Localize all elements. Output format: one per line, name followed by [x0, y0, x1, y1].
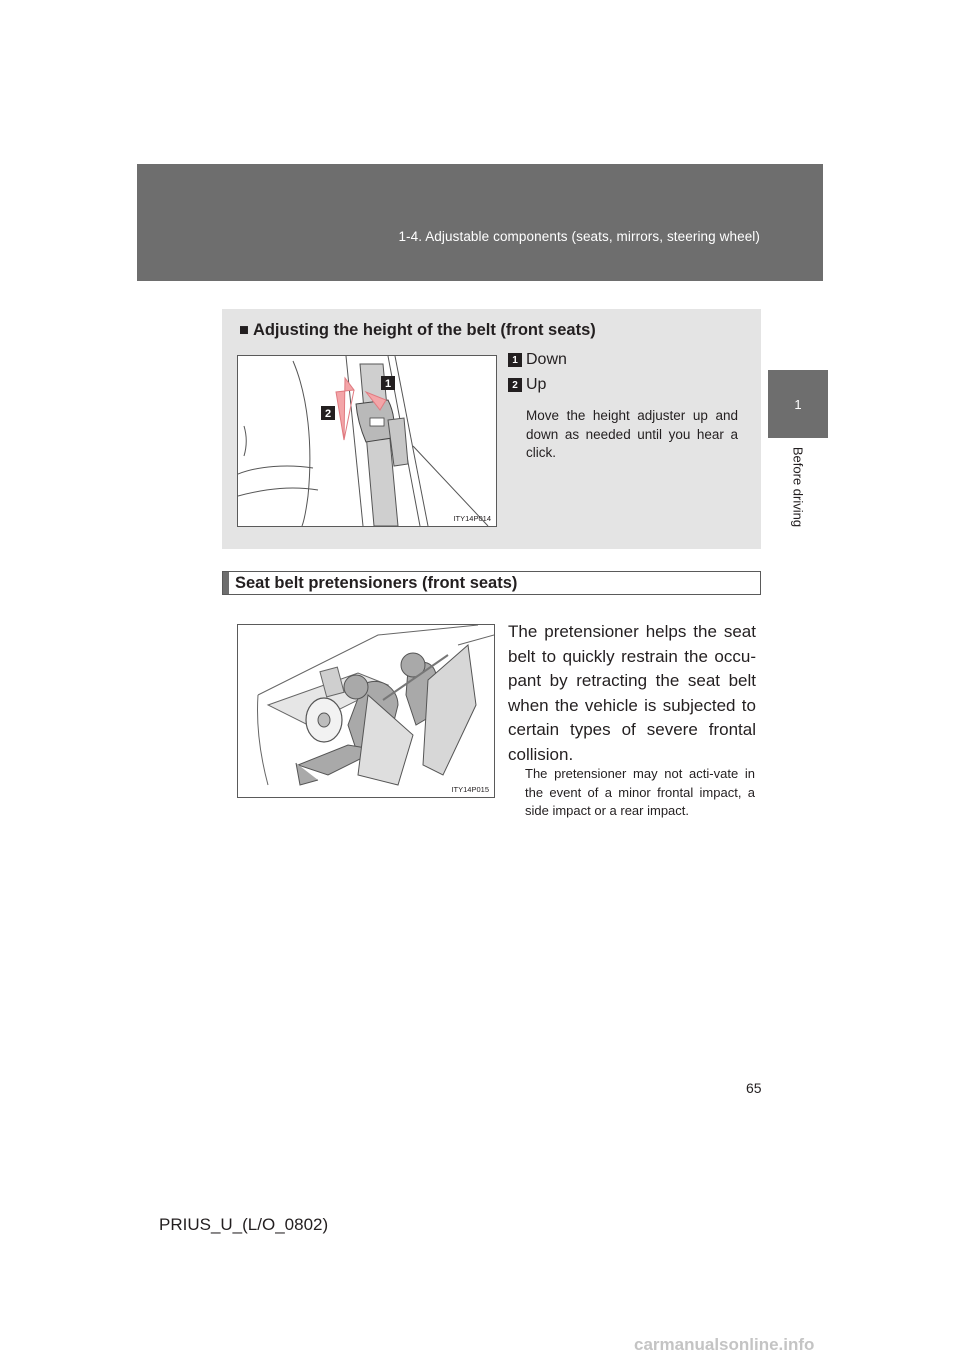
belt-adjuster-illustration — [238, 356, 496, 526]
pretensioner-illustration — [238, 625, 494, 797]
footer-code: PRIUS_U_(L/O_0802) — [159, 1215, 329, 1234]
section-title-header: 1-4. Adjustable components (seats, mirrors, steering wheel) — [398, 229, 760, 244]
callout-label-down: Down — [526, 351, 567, 368]
watermark: carmanualsonline.info — [634, 1335, 815, 1354]
figure-id-2: ITY14P015 — [451, 785, 489, 794]
callout-label-up: Up — [526, 376, 547, 393]
chapter-label: Before driving — [790, 446, 806, 528]
section-title: Seat belt pretensioners (front seats) — [235, 574, 518, 592]
info-box-note: Move the height adjuster up and down as needed until you hear a click. — [526, 408, 738, 460]
section-header-pretensioners — [222, 571, 761, 595]
callout-marker-1: 1 — [508, 353, 522, 367]
svg-text:2: 2 — [324, 408, 332, 420]
chapter-number: 1 — [794, 396, 802, 412]
page-number: 65 — [746, 1080, 762, 1096]
info-box-belt-height — [222, 309, 761, 549]
pretensioner-description: The pretensioner helps the seat belt to quickly restrain the occu-pant by retracting the seat belt when the vehicle is subjected to certain types of severe frontal collision. — [508, 622, 756, 764]
chapter-tab[interactable] — [768, 370, 828, 438]
info-box-heading: ■ Adjusting the height of the belt (front seats) — [239, 321, 596, 339]
figure-belt-height-adjuster — [237, 355, 497, 527]
svg-text:1: 1 — [384, 378, 392, 390]
callout-down — [508, 351, 567, 369]
callout-up — [508, 376, 546, 394]
figure-id: ITY14P014 — [453, 514, 491, 523]
figure-pretensioner — [237, 624, 495, 798]
pretensioner-note: The pretensioner may not acti-vate in the event of a minor frontal impact, a side impact or a rear impact. — [525, 766, 755, 818]
callout-marker-2: 2 — [508, 378, 522, 392]
header-band — [137, 164, 823, 281]
